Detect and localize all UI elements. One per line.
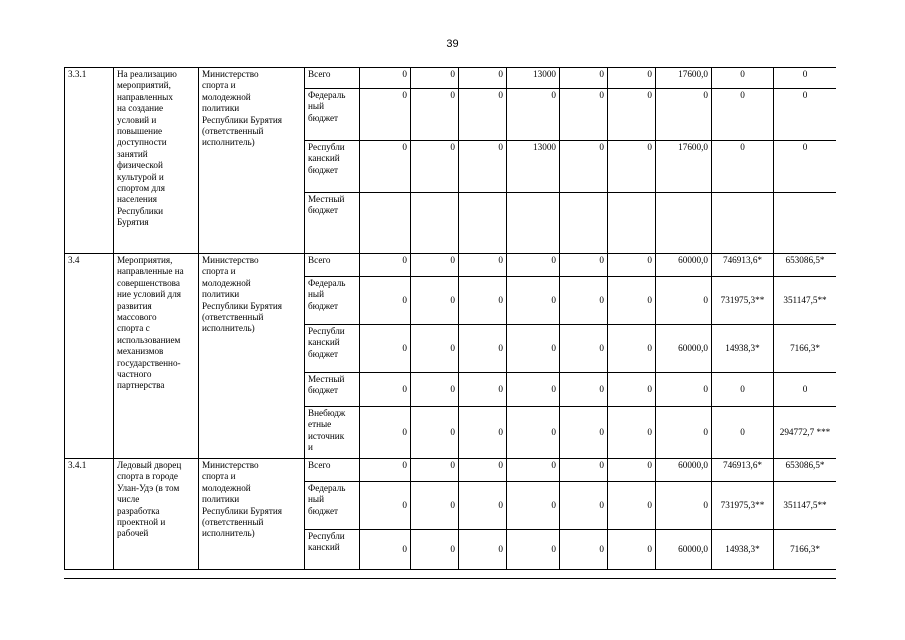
amount-cell: 0 [411,482,459,530]
amount-cell: 0 [360,68,411,89]
amount-cell: 0 [608,459,656,482]
amount-cell: 7166,3* [774,530,837,570]
amount-cell: 60000,0 [656,530,712,570]
amount-cell: 13000 [507,141,560,193]
amount-cell: 0 [459,325,507,373]
amount-cell [507,193,560,254]
amount-cell: 0 [360,254,411,277]
amount-cell: 351147,5** [774,277,837,325]
amount-cell: 0 [459,254,507,277]
table-row [65,68,837,89]
funding-source: Внебюдж етные источник и [305,407,360,459]
amount-cell: 60000,0 [656,325,712,373]
amount-cell: 60000,0 [656,459,712,482]
amount-cell: 0 [459,407,507,459]
amount-cell: 0 [360,482,411,530]
amount-cell: 0 [608,254,656,277]
amount-cell: 0 [560,459,608,482]
amount-cell: 0 [560,407,608,459]
amount-cell: 0 [411,277,459,325]
amount-cell: 0 [774,89,837,141]
amount-cell: 0 [411,68,459,89]
amount-cell: 17600,0 [656,68,712,89]
amount-cell: 0 [459,277,507,325]
funding-source: Федераль ный бюджет [305,89,360,141]
budget-table [64,67,836,570]
amount-cell: 0 [712,373,774,407]
amount-cell: 13000 [507,68,560,89]
amount-cell: 0 [360,89,411,141]
amount-cell: 294772,7 *** [774,407,837,459]
amount-cell: 0 [560,325,608,373]
amount-cell: 0 [411,459,459,482]
executor: Министерство спорта и молодежной политики Республики Бурятия (ответственный исполнитель) [199,68,305,254]
amount-cell: 0 [360,407,411,459]
amount-cell: 0 [411,254,459,277]
row-code: 3.3.1 [65,68,114,254]
amount-cell [411,193,459,254]
amount-cell: 0 [608,373,656,407]
amount-cell: 0 [507,407,560,459]
measure-name: На реализацию мероприятий, направленных на создание условий и повышение доступности занятий физической культурой и спортом для населения Республики Бурятия [114,68,199,254]
amount-cell: 0 [360,325,411,373]
amount-cell: 0 [560,89,608,141]
funding-source: Всего [305,254,360,277]
amount-cell: 0 [608,530,656,570]
amount-cell: 0 [411,407,459,459]
amount-cell: 0 [608,68,656,89]
measure-name: Ледовый дворец спорта в городе Улан-Удэ (в том числе разработка проектной и рабочей [114,459,199,570]
amount-cell: 0 [459,530,507,570]
table-row [65,459,837,482]
amount-cell: 0 [656,373,712,407]
amount-cell: 0 [360,277,411,325]
funding-source: Республи канский бюджет [305,141,360,193]
amount-cell: 0 [459,373,507,407]
amount-cell: 0 [560,141,608,193]
funding-source: Федераль ный бюджет [305,482,360,530]
amount-cell [608,193,656,254]
amount-cell: 0 [656,482,712,530]
amount-cell: 0 [712,141,774,193]
funding-source: Местный бюджет [305,193,360,254]
amount-cell: 0 [360,459,411,482]
amount-cell: 0 [560,68,608,89]
amount-cell: 0 [560,530,608,570]
amount-cell: 731975,3** [712,277,774,325]
amount-cell: 0 [774,373,837,407]
amount-cell: 0 [608,407,656,459]
amount-cell: 0 [507,89,560,141]
amount-cell: 0 [560,254,608,277]
funding-source: Всего [305,68,360,89]
amount-cell: 0 [507,277,560,325]
amount-cell: 0 [411,373,459,407]
amount-cell: 731975,3** [712,482,774,530]
amount-cell: 14938,3* [712,530,774,570]
funding-source: Республи канский бюджет [305,325,360,373]
funding-source: Всего [305,459,360,482]
amount-cell [560,193,608,254]
amount-cell: 746913,6* [712,459,774,482]
amount-cell: 0 [411,325,459,373]
row-code: 3.4.1 [65,459,114,570]
amount-cell: 0 [459,68,507,89]
amount-cell: 0 [411,141,459,193]
amount-cell: 14938,3* [712,325,774,373]
amount-cell: 0 [459,459,507,482]
funding-source: Местный бюджет [305,373,360,407]
amount-cell: 0 [656,89,712,141]
amount-cell: 351147,5** [774,482,837,530]
amount-cell: 0 [411,89,459,141]
amount-cell: 0 [560,482,608,530]
executor: Министерство спорта и молодежной политики Республики Бурятия (ответственный исполнитель) [199,459,305,570]
amount-cell: 0 [608,89,656,141]
amount-cell: 0 [560,373,608,407]
amount-cell: 17600,0 [656,141,712,193]
funding-source: Федераль ный бюджет [305,277,360,325]
amount-cell: 653086,5* [774,254,837,277]
amount-cell: 653086,5* [774,459,837,482]
amount-cell: 0 [608,141,656,193]
executor: Министерство спорта и молодежной политики Республики Бурятия (ответственный исполнитель) [199,254,305,459]
amount-cell: 0 [560,277,608,325]
amount-cell: 0 [507,325,560,373]
funding-source: Республи канский [305,530,360,570]
amount-cell: 0 [360,141,411,193]
row-code: 3.4 [65,254,114,459]
amount-cell: 7166,3* [774,325,837,373]
amount-cell: 0 [712,407,774,459]
amount-cell: 0 [459,89,507,141]
amount-cell: 0 [656,277,712,325]
amount-cell: 0 [507,482,560,530]
amount-cell: 0 [360,530,411,570]
amount-cell: 0 [774,68,837,89]
amount-cell: 0 [712,68,774,89]
amount-cell: 0 [712,89,774,141]
page-number: 39 [446,38,459,50]
amount-cell: 0 [774,141,837,193]
amount-cell: 0 [459,482,507,530]
amount-cell [712,193,774,254]
budget-table-wrapper [64,67,836,579]
amount-cell: 0 [459,141,507,193]
amount-cell: 0 [507,459,560,482]
amount-cell: 60000,0 [656,254,712,277]
amount-cell: 0 [507,373,560,407]
amount-cell: 746913,6* [712,254,774,277]
measure-name: Мероприятия, направленные на совершенствова ние условий для развития массового спорта с использованием механизмов государственно- частного партнерства [114,254,199,459]
amount-cell: 0 [608,482,656,530]
amount-cell: 0 [608,325,656,373]
amount-cell [656,193,712,254]
amount-cell [459,193,507,254]
amount-cell [360,193,411,254]
amount-cell: 0 [411,530,459,570]
amount-cell: 0 [656,407,712,459]
amount-cell: 0 [507,530,560,570]
amount-cell [774,193,837,254]
amount-cell: 0 [608,277,656,325]
amount-cell: 0 [507,254,560,277]
amount-cell: 0 [360,373,411,407]
table-row [65,254,837,277]
